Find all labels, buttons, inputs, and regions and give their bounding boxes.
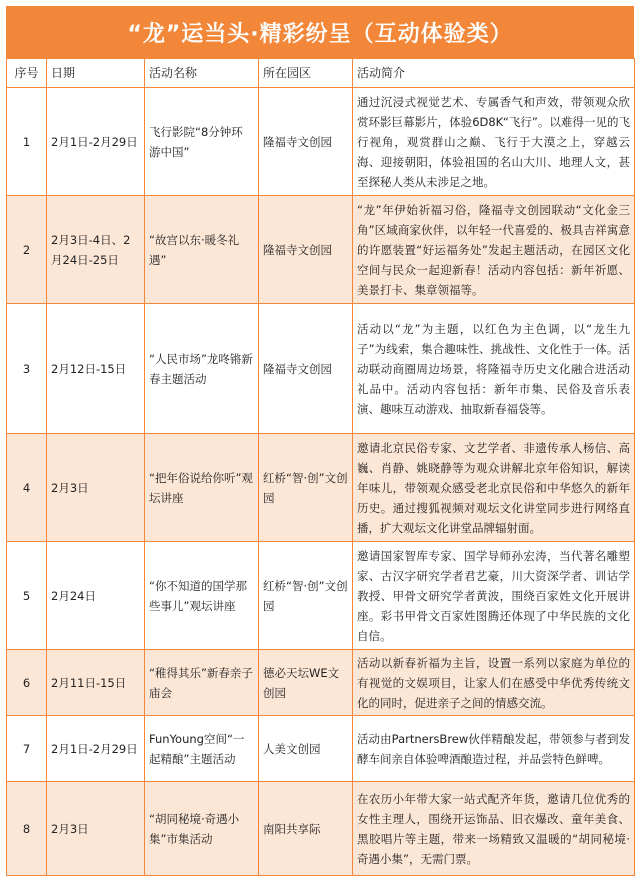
table-row: [7, 196, 635, 304]
row-park: 德必天坛WE文创园: [259, 650, 353, 716]
row-park: 南阳共享际: [259, 782, 353, 876]
row-name: “你不知道的国学那些事儿”观坛讲座: [145, 542, 259, 650]
row-date: 2月3日: [47, 434, 145, 542]
row-name: “稚得其乐”新春亲子庙会: [145, 650, 259, 716]
activity-table: [6, 58, 635, 876]
row-desc: “龙”年伊始祈福习俗，隆福寺文创园联动“文化金三角”区域商家伙伴，以年轻一代喜爱的、极具吉祥寓意的许愿装置“好运福务处”发起主题活动，在园区文化空间与民众一起迎新春！活动内容包括：新年祈愿、美景打卡、集章领福等。: [353, 196, 635, 304]
row-date: 2月3日-4日、2月24日-25日: [47, 196, 145, 304]
table-row: [7, 542, 635, 650]
header-park: 所在园区: [259, 59, 353, 88]
row-date: 2月1日-2月29日: [47, 716, 145, 782]
row-name: “胡同秘境·奇遇小集”市集活动: [145, 782, 259, 876]
row-name: “人民市场”龙咚锵新春主题活动: [145, 304, 259, 434]
row-desc: 邀请北京民俗专家、文艺学者、非遗传承人杨信、高巍、肖静、姚晓静等为观众讲解北京年俗知识，解读年味儿，带领观众感受老北京民俗和中华悠久的新年历史。通过搜狐视频对观坛文化讲堂同步进行网络直播，扩大观坛文化讲堂品牌辐射面。: [353, 434, 635, 542]
row-desc: 活动以新春祈福为主旨，设置一系列以家庭为单位的有视觉的文娱项目，让家人们在感受中华优秀传统文化的同时，促进亲子之间的情感交流。: [353, 650, 635, 716]
row-park: 隆福寺文创园: [259, 304, 353, 434]
row-name: FunYoung空间“一起精酿”主题活动: [145, 716, 259, 782]
row-no: 1: [7, 88, 47, 196]
row-desc: 活动由PartnersBrew伙伴精酿发起，带领参与者到发酵车间亲自体验啤酒酿造过程，并品尝特色鲜啤。: [353, 716, 635, 782]
row-desc: 邀请国家智库专家、国学导师孙宏涛，当代著名雕塑家、古汉字研究学者君艺豪，川大资深学者、训诂学教授、甲骨文研究学者黄波，围绕百家姓文化开展讲座。彩书甲骨文百家姓图腾还体现了中华民族的文化自信。: [353, 542, 635, 650]
row-name: “把年俗说给你听”观坛讲座: [145, 434, 259, 542]
header-desc: 活动简介: [353, 59, 635, 88]
row-desc: 通过沉浸式视觉艺术、专属香气和声效，带领观众欣赏环影巨幕影片，体验6D8K“飞行”。以难得一见的飞行视角，观赏群山之巅、飞行于大漠之上，穿越云海、迎接朝阳，体验祖国的名山大川、地理人文，甚至探秘人类从未涉足之地。: [353, 88, 635, 196]
row-park: 隆福寺文创园: [259, 196, 353, 304]
row-park: 隆福寺文创园: [259, 88, 353, 196]
row-park: 红桥“智·创”文创园: [259, 434, 353, 542]
row-no: 2: [7, 196, 47, 304]
row-desc: 活动以“龙”为主题，以红色为主色调，以“龙生九子”为线索，集合趣味性、挑战性、文化性于一体。活动联动商圈周边场景，将隆福寺历史文化融合进活动礼品中。活动内容包括：新年市集、民俗及音乐表演、趣味互动游戏、抽取新春福袋等。: [353, 304, 635, 434]
table-row: [7, 304, 635, 434]
table-row: [7, 716, 635, 782]
row-date: 2月24日: [47, 542, 145, 650]
table-row: [7, 650, 635, 716]
row-date: 2月12日-15日: [47, 304, 145, 434]
row-no: 3: [7, 304, 47, 434]
row-park: 红桥“智·创”文创园: [259, 542, 353, 650]
row-name: 飞行影院“8分钟环游中国”: [145, 88, 259, 196]
table-header-row: [7, 59, 635, 88]
row-no: 4: [7, 434, 47, 542]
row-no: 6: [7, 650, 47, 716]
row-park: 人美文创园: [259, 716, 353, 782]
row-date: 2月3日: [47, 782, 145, 876]
row-desc: 在农历小年带大家一站式配齐年货，邀请几位优秀的女性主理人，围绕开运饰品、旧衣爆改、童年美食、黑胶唱片等主题，带来一场精致又温暖的“胡同秘境·奇遇小集”，无需门票。: [353, 782, 635, 876]
header-no: 序号: [7, 59, 47, 88]
row-no: 7: [7, 716, 47, 782]
table-row: [7, 782, 635, 876]
header-date: 日期: [47, 59, 145, 88]
page-title: “龙”运当头·精彩纷呈（互动体验类）: [6, 6, 634, 58]
table-row: [7, 88, 635, 196]
row-no: 8: [7, 782, 47, 876]
header-name: 活动名称: [145, 59, 259, 88]
row-no: 5: [7, 542, 47, 650]
row-date: 2月1日-2月29日: [47, 88, 145, 196]
table-row: [7, 434, 635, 542]
row-date: 2月11日-15日: [47, 650, 145, 716]
row-name: “故宫以东·暖冬礼遇”: [145, 196, 259, 304]
